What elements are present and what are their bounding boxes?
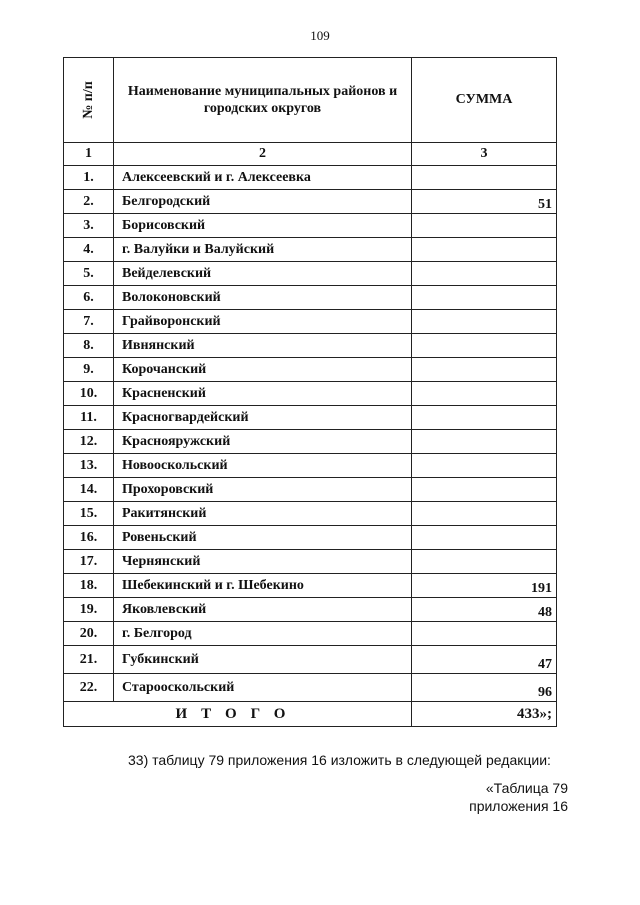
column-index-row: [64, 143, 557, 166]
row-number: 21.: [64, 646, 114, 674]
total-row: [64, 702, 557, 727]
table-reference: [469, 779, 568, 815]
table-row: [64, 574, 557, 598]
row-number: 14.: [64, 478, 114, 502]
district-name: Ивнянский: [114, 334, 412, 358]
district-name: Старооскольский: [114, 674, 412, 702]
row-number: 3.: [64, 214, 114, 238]
header-name: Наименование муниципальных районов и городских округов: [114, 58, 412, 143]
table-row: [64, 238, 557, 262]
table-row: [64, 334, 557, 358]
district-name: Грайворонский: [114, 310, 412, 334]
table-reference-line: «Таблица 79: [485, 780, 568, 796]
table-header-row: [64, 58, 557, 143]
table-row: [64, 166, 557, 190]
row-number: 22.: [64, 674, 114, 702]
row-number: 16.: [64, 526, 114, 550]
table-row: [64, 502, 557, 526]
district-name: Алексеевский и г. Алексеевка: [114, 166, 412, 190]
row-number: 11.: [64, 406, 114, 430]
row-number: 15.: [64, 502, 114, 526]
amount: [412, 406, 557, 430]
header-number: [64, 58, 114, 143]
table-row: [64, 190, 557, 214]
amount: 48: [412, 598, 557, 622]
district-name: Борисовский: [114, 214, 412, 238]
row-number: 2.: [64, 190, 114, 214]
amount: [412, 166, 557, 190]
amount: [412, 526, 557, 550]
header-number-label: № п/п: [81, 81, 96, 119]
row-number: 5.: [64, 262, 114, 286]
total-value: 433»;: [412, 702, 557, 727]
district-name: Ракитянский: [114, 502, 412, 526]
amount: [412, 262, 557, 286]
amount: 51: [412, 190, 557, 214]
table-row: [64, 674, 557, 702]
row-number: 18.: [64, 574, 114, 598]
table-row: [64, 622, 557, 646]
table-row: [64, 550, 557, 574]
district-name: Прохоровский: [114, 478, 412, 502]
row-number: 1.: [64, 166, 114, 190]
amount: [412, 550, 557, 574]
table-row: [64, 646, 557, 674]
amount: [412, 358, 557, 382]
amount: [412, 478, 557, 502]
amount: [412, 454, 557, 478]
amount: [412, 622, 557, 646]
district-name: Шебекинский и г. Шебекино: [114, 574, 412, 598]
district-name: г. Белгород: [114, 622, 412, 646]
row-number: 17.: [64, 550, 114, 574]
amount: [412, 310, 557, 334]
district-name: Вейделевский: [114, 262, 412, 286]
table-row: [64, 478, 557, 502]
table-row: [64, 214, 557, 238]
district-name: Белгородский: [114, 190, 412, 214]
amount: 47: [412, 646, 557, 674]
district-name: Краснояружский: [114, 430, 412, 454]
amount: 191: [412, 574, 557, 598]
row-number: 20.: [64, 622, 114, 646]
table-row: [64, 598, 557, 622]
district-name: Красненский: [114, 382, 412, 406]
total-label: ИТОГО: [64, 702, 412, 727]
header-sum: СУММА: [412, 58, 557, 143]
index-cell: 3: [412, 143, 557, 166]
amount: [412, 382, 557, 406]
page-number: 109: [310, 28, 330, 43]
amount: 96: [412, 674, 557, 702]
table-row: [64, 430, 557, 454]
district-name: Чернянский: [114, 550, 412, 574]
district-name: Ровеньский: [114, 526, 412, 550]
table-row: [64, 454, 557, 478]
row-number: 6.: [64, 286, 114, 310]
row-number: 9.: [64, 358, 114, 382]
amount: [412, 238, 557, 262]
amount: [412, 430, 557, 454]
amendment-instruction: 33) таблицу 79 приложения 16 изложить в следующей редакции:: [128, 752, 551, 768]
table-row: [64, 526, 557, 550]
row-number: 8.: [64, 334, 114, 358]
budget-table: [63, 57, 557, 727]
amount: [412, 502, 557, 526]
district-name: Волоконовский: [114, 286, 412, 310]
district-name: Новооскольский: [114, 454, 412, 478]
district-name: г. Валуйки и Валуйский: [114, 238, 412, 262]
row-number: 10.: [64, 382, 114, 406]
district-name: Губкинский: [114, 646, 412, 674]
row-number: 12.: [64, 430, 114, 454]
district-name: Красногвардейский: [114, 406, 412, 430]
district-name: Корочанский: [114, 358, 412, 382]
row-number: 19.: [64, 598, 114, 622]
amount: [412, 334, 557, 358]
table-row: [64, 406, 557, 430]
table-row: [64, 310, 557, 334]
table-row: [64, 262, 557, 286]
table-row: [64, 382, 557, 406]
table-reference-line: приложения 16: [469, 798, 568, 814]
index-cell: 1: [64, 143, 114, 166]
amount: [412, 214, 557, 238]
row-number: 4.: [64, 238, 114, 262]
amount: [412, 286, 557, 310]
row-number: 13.: [64, 454, 114, 478]
index-cell: 2: [114, 143, 412, 166]
table-row: [64, 358, 557, 382]
row-number: 7.: [64, 310, 114, 334]
table-row: [64, 286, 557, 310]
district-name: Яковлевский: [114, 598, 412, 622]
